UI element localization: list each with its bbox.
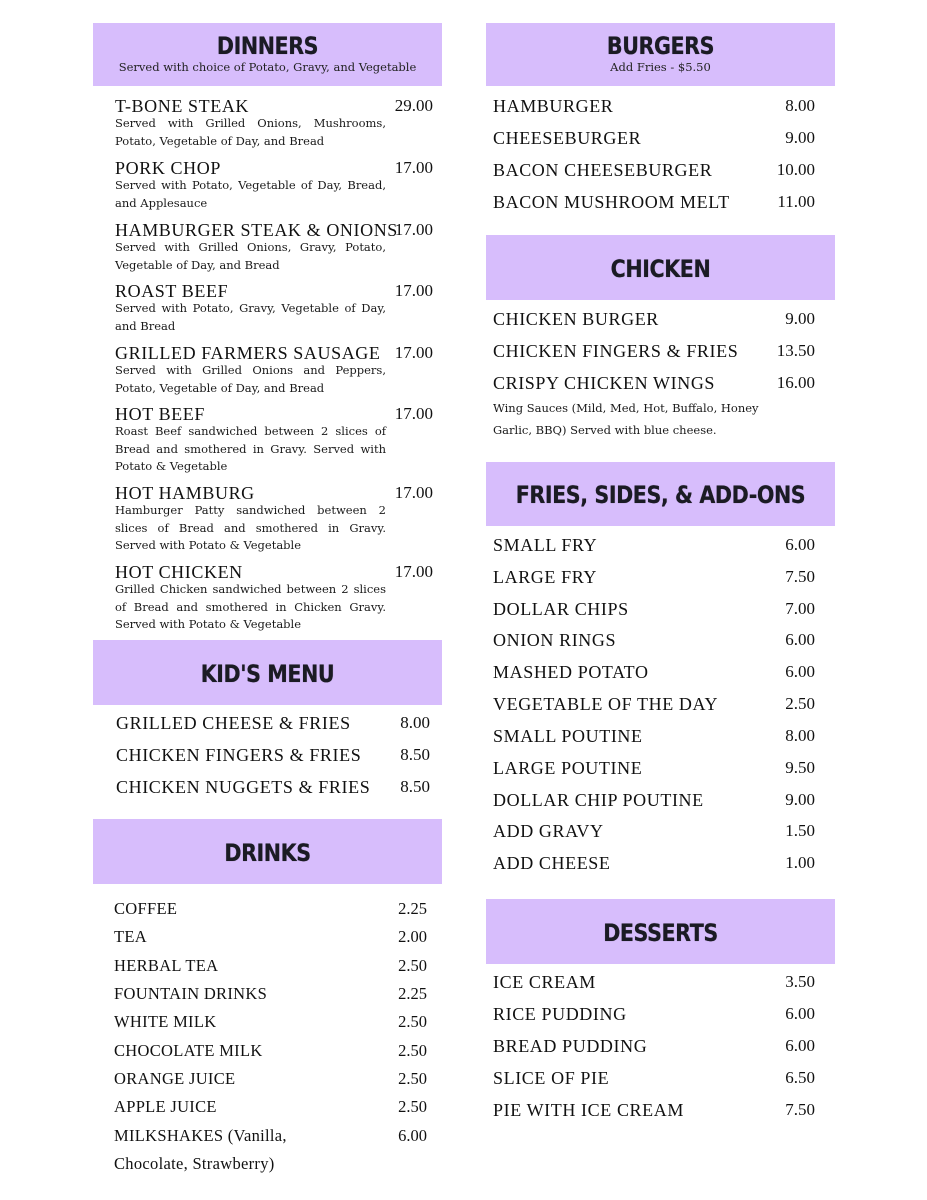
section-subtitle: Add Fries - $5.50 — [610, 60, 711, 74]
item-price: 17.00 — [394, 562, 433, 581]
item-description: Hamburger Patty sandwiched between 2 slices of Bread and smothered in Gravy. Served with Potato & Vegetable — [115, 503, 386, 552]
drinks-banner — [93, 819, 442, 884]
item-price: 11.00 — [777, 192, 815, 211]
item-price: 2.50 — [398, 1041, 427, 1060]
item-name: CHICKEN BURGER — [493, 309, 659, 329]
item-price: 8.00 — [400, 713, 430, 732]
desserts-banner — [486, 899, 835, 964]
item-name: COFFEE — [114, 899, 178, 918]
item-name: FOUNTAIN DRINKS — [114, 984, 268, 1003]
section-title: CHICKEN — [610, 255, 711, 283]
item-name: SMALL POUTINE — [493, 726, 643, 746]
item-price: 9.50 — [785, 758, 815, 777]
item-price: 6.00 — [398, 1126, 427, 1145]
section-title: DRINKS — [224, 839, 311, 867]
section-title: BURGERS — [606, 32, 715, 60]
item-name: SLICE OF PIE — [493, 1068, 610, 1088]
item-name: DOLLAR CHIPS — [493, 599, 629, 619]
item-name: VEGETABLE OF THE DAY — [493, 694, 719, 714]
item-price: 2.25 — [398, 984, 427, 1003]
item-price: 2.25 — [398, 899, 427, 918]
item-name: HAMBURGER STEAK & ONIONS — [115, 220, 398, 240]
item-price: 8.50 — [400, 745, 430, 764]
item-name: HOT HAMBURG — [115, 483, 255, 503]
item-price: 17.00 — [394, 281, 433, 300]
item-price: 17.00 — [394, 404, 433, 423]
item-name: GRILLED FARMERS SAUSAGE — [115, 343, 381, 363]
item-name: ONION RINGS — [493, 630, 617, 650]
item-description: Served with Grilled Onions and Peppers, Potato, Vegetable of Day, and Bread — [115, 363, 386, 395]
item-description: Served with Potato, Vegetable of Day, Bread, and Applesauce — [115, 178, 386, 210]
section-title: DINNERS — [216, 32, 319, 60]
item-name: CHICKEN NUGGETS & FRIES — [116, 777, 371, 797]
item-name: HERBAL TEA — [114, 956, 219, 975]
item-name: BACON MUSHROOM MELT — [493, 192, 730, 212]
item-name: SMALL FRY — [493, 535, 598, 555]
item-price: 13.50 — [776, 341, 815, 360]
item-description: Served with Grilled Onions, Mushrooms, Potato, Vegetable of Day, and Bread — [115, 116, 386, 148]
section-title: DESSERTS — [603, 919, 718, 947]
item-name: WHITE MILK — [114, 1012, 217, 1031]
item-price: 10.00 — [776, 160, 815, 179]
item-price: 29.00 — [394, 96, 433, 115]
item-description: Served with Potato, Gravy, Vegetable of Day, and Bread — [115, 301, 386, 333]
item-price: 17.00 — [394, 343, 433, 362]
item-name: LARGE FRY — [493, 567, 597, 587]
item-price: 6.00 — [785, 1036, 815, 1055]
item-name: BACON CHEESEBURGER — [493, 160, 713, 180]
item-name: MILKSHAKES (Vanilla, — [114, 1126, 287, 1145]
item-name: CHICKEN FINGERS & FRIES — [493, 341, 739, 361]
item-description: Roast Beef sandwiched between 2 slices of Bread and smothered in Gravy. Served with Potato & Vegetable — [115, 424, 386, 473]
item-price: 8.50 — [400, 777, 430, 796]
item-name: HOT CHICKEN — [115, 562, 243, 582]
item-price: 7.50 — [785, 567, 815, 586]
item-price: 2.50 — [398, 1069, 427, 1088]
item-name: LARGE POUTINE — [493, 758, 643, 778]
item-price: 2.50 — [398, 956, 427, 975]
item-name: HOT BEEF — [115, 404, 205, 424]
item-price: 17.00 — [394, 483, 433, 502]
item-name: CHICKEN FINGERS & FRIES — [116, 745, 362, 765]
item-name: DOLLAR CHIP POUTINE — [493, 790, 704, 810]
item-name: MASHED POTATO — [493, 662, 649, 682]
item-price: 1.00 — [785, 853, 815, 872]
item-price: 17.00 — [394, 220, 433, 239]
item-name: BREAD PUDDING — [493, 1036, 648, 1056]
item-price: 2.50 — [398, 1097, 427, 1116]
item-name: CHEESEBURGER — [493, 128, 642, 148]
item-price: 2.50 — [785, 694, 815, 713]
wing-sauces-note: Wing Sauces (Mild, Med, Hot, Buffalo, Honey Garlic, BBQ) Served with blue cheese. — [493, 401, 759, 437]
chicken-banner — [486, 235, 835, 300]
item-price: 17.00 — [394, 158, 433, 177]
item-price: 8.00 — [785, 726, 815, 745]
item-name: ICE CREAM — [493, 972, 596, 992]
item-name-continued: Chocolate, Strawberry) — [114, 1154, 275, 1173]
sides-banner — [486, 462, 835, 526]
item-name: PORK CHOP — [115, 158, 221, 178]
item-price: 9.00 — [785, 128, 815, 147]
item-name: HAMBURGER — [493, 96, 614, 116]
section-title: FRIES, SIDES, & ADD-ONS — [515, 481, 806, 509]
item-name: T-BONE STEAK — [115, 96, 250, 116]
item-price: 6.00 — [785, 630, 815, 649]
item-name: ADD GRAVY — [493, 821, 604, 841]
burgers-banner — [486, 23, 835, 86]
item-name: RICE PUDDING — [493, 1004, 627, 1024]
item-price: 6.50 — [785, 1068, 815, 1087]
item-name: ADD CHEESE — [493, 853, 611, 873]
item-price: 9.00 — [785, 309, 815, 328]
item-name: CHOCOLATE MILK — [114, 1041, 263, 1060]
item-name: CRISPY CHICKEN WINGS — [493, 373, 716, 393]
item-price: 2.00 — [398, 927, 427, 946]
item-price: 6.00 — [785, 1004, 815, 1023]
dinners-banner — [93, 23, 442, 86]
item-name: ROAST BEEF — [115, 281, 229, 301]
item-price: 9.00 — [785, 790, 815, 809]
item-name: APPLE JUICE — [114, 1097, 217, 1116]
item-price: 2.50 — [398, 1012, 427, 1031]
section-title: KID'S MENU — [200, 660, 335, 688]
item-price: 6.00 — [785, 535, 815, 554]
item-description: Grilled Chicken sandwiched between 2 slices of Bread and smothered in Chicken Gravy. Served with Potato & Vegetable — [115, 582, 386, 631]
item-description: Served with Grilled Onions, Gravy, Potato, Vegetable of Day, and Bread — [115, 240, 386, 272]
item-name: TEA — [114, 927, 147, 946]
item-price: 16.00 — [776, 373, 815, 392]
item-name: PIE WITH ICE CREAM — [493, 1100, 684, 1120]
item-price: 7.50 — [785, 1100, 815, 1119]
item-name: GRILLED CHEESE & FRIES — [116, 713, 351, 733]
kids-menu-banner — [93, 640, 442, 705]
item-price: 6.00 — [785, 662, 815, 681]
item-price: 8.00 — [785, 96, 815, 115]
item-price: 7.00 — [785, 599, 815, 618]
section-subtitle: Served with choice of Potato, Gravy, and Vegetable — [118, 60, 417, 74]
item-price: 3.50 — [785, 972, 815, 991]
item-name: ORANGE JUICE — [114, 1069, 236, 1088]
item-price: 1.50 — [785, 821, 815, 840]
